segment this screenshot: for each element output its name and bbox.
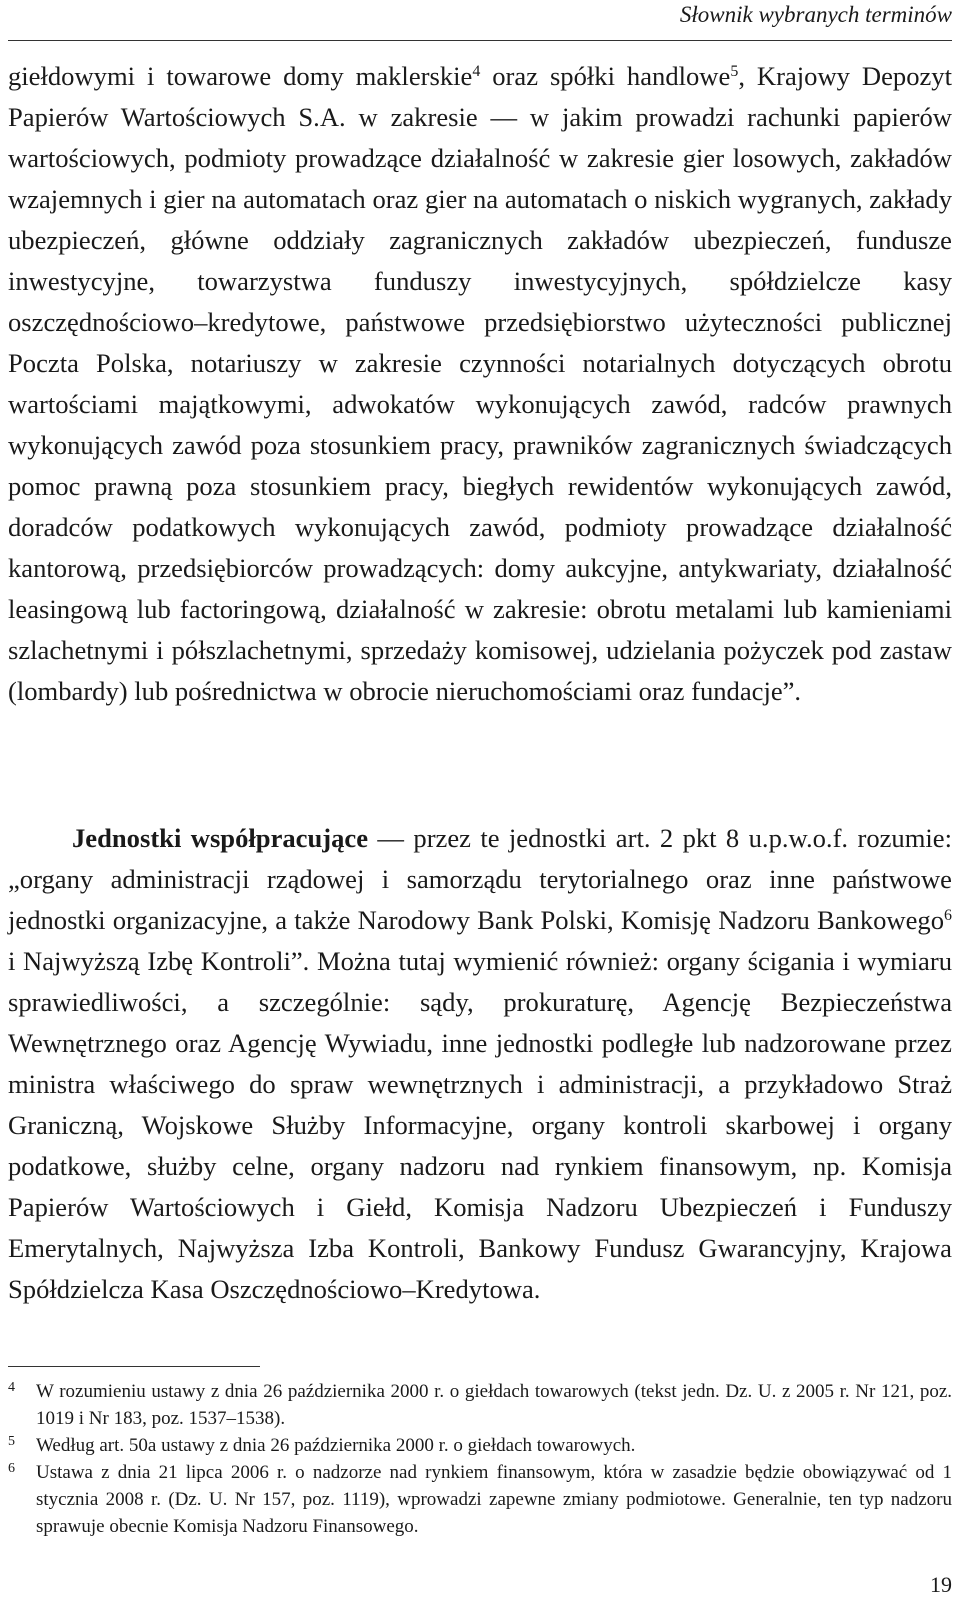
paragraph2-text-a: — przez te jednostki art. 2 pkt 8 u.p.w.o.f. rozumie: „organy administracji rządowej i samorządu terytorialnego oraz inne państwowe jednostki organizacyjne, a także Narodowy Bank Polski, Komisję Nadzoru Bankowego: [8, 823, 952, 935]
running-header-title: Słownik wybranych terminów: [679, 2, 952, 27]
glossary-term: Jednostki współpracujące: [72, 823, 369, 853]
footnote-text: Ustawa z dnia 21 lipca 2006 r. o nadzorze nad rynkiem finansowym, która w zasadzie będzie obowiązywać od 1 stycznia 2008 r. (Dz. U. Nr 157, poz. 1119), wprowadzi zapewne zmiany podmiotowe. Generalnie, ten typ nadzoru sprawuje obecnie Komisja Nadzoru Finansowego.: [36, 1462, 952, 1537]
footnote-item: [8, 1459, 952, 1540]
page-number: 19: [930, 1572, 952, 1597]
paragraph1-text-a: giełdowymi i towarowe domy maklerskie: [8, 61, 473, 91]
running-header: [8, 0, 952, 41]
footnote-number: 5: [8, 1434, 15, 1449]
footnote-number: 4: [8, 1380, 15, 1395]
footnotes: [8, 1378, 952, 1540]
paragraph2-text-b: i Najwyższą Izbę Kontroli”. Można tutaj wymienić również: organy ścigania i wymiaru sprawiedliwości, a szczególnie: sądy, prokuraturę, Agencję Bezpieczeństwa Wewnętrznego oraz Agencję Wywiadu, inne jednostki podległe lub nadzorowane przez ministra właściwego do spraw wewnętrznych i administracji, a przykładowo Straż Graniczną, Wojskowe Służby Informacyjne, organy kontroli skarbowej i organy podatkowe, służby celne, organy nadzoru nad rynkiem finansowym, np. Komisja Papierów Wartościowych i Giełd, Komisja Nadzoru Ubezpieczeń i Funduszy Emerytalnych, Najwyższa Izba Kontroli, Bankowy Fundusz Gwarancyjny, Krajowa Spółdzielcza Kasa Oszczędnościowo–Kredytowa.: [8, 946, 952, 1304]
footnote-number: 6: [8, 1461, 15, 1476]
footnote-ref-5[interactable]: 5: [730, 63, 739, 81]
footnote-item: [8, 1432, 952, 1459]
footnote-divider: [8, 1366, 260, 1367]
footnote-ref-4[interactable]: 4: [472, 63, 481, 81]
footnote-text: Według art. 50a ustawy z dnia 26 października 2000 r. o giełdach towarowych.: [36, 1435, 636, 1456]
paragraph-cooperating-units: [8, 818, 952, 1310]
paragraph1-text-b: oraz spółki handlowe: [480, 61, 731, 91]
footnote-ref-6[interactable]: 6: [944, 907, 952, 925]
paragraph1-text-c: , Krajowy Depozyt Papierów Wartościowych S.A. w zakresie — w jakim prowadzi rachunki papierów wartościowych, podmioty prowadzące działalność w zakresie gier losowych, zakładów wzajemnych i gier na automatach oraz gier na automatach o niskich wygranych, zakłady ubezpieczeń, główne oddziały zagranicznych zakładów ubezpieczeń, fundusze inwestycyjne, towarzystwa funduszy inwestycyjnych, spółdzielcze kasy oszczędnościowo–kredytowe, państwowe przedsiębiorstwo użyteczności publicznej Poczta Polska, notariuszy w zakresie czynności notarialnych dotyczących obrotu wartościami majątkowymi, adwokatów wykonujących zawód, radców prawnych wykonujących zawód poza stosunkiem pracy, prawników zagranicznych świadczących pomoc prawną poza stosunkiem pracy, biegłych rewidentów wykonujących zawód, doradców podatkowych wykonujących zawód, podmioty prowadzące działalność kantorową, przedsiębiorców prowadzących: domy aukcyjne, antykwariaty, działalność leasingową lub factoringową, działalność w zakresie: obrotu metalami lub kamieniami szlachetnymi i półszlachetnymi, sprzedaży komisowej, udzielania pożyczek pod zastaw (lombardy) lub pośrednictwa w obrocie nieruchomościami oraz fundacje”.: [8, 61, 952, 706]
footnote-text: W rozumieniu ustawy z dnia 26 października 2000 r. o giełdach towarowych (tekst jedn. Dz. U. z 2005 r. Nr 121, poz. 1019 i Nr 183, poz. 1537–1538).: [36, 1381, 952, 1429]
paragraph-entities-list: [8, 56, 952, 712]
footnote-item: [8, 1378, 952, 1432]
